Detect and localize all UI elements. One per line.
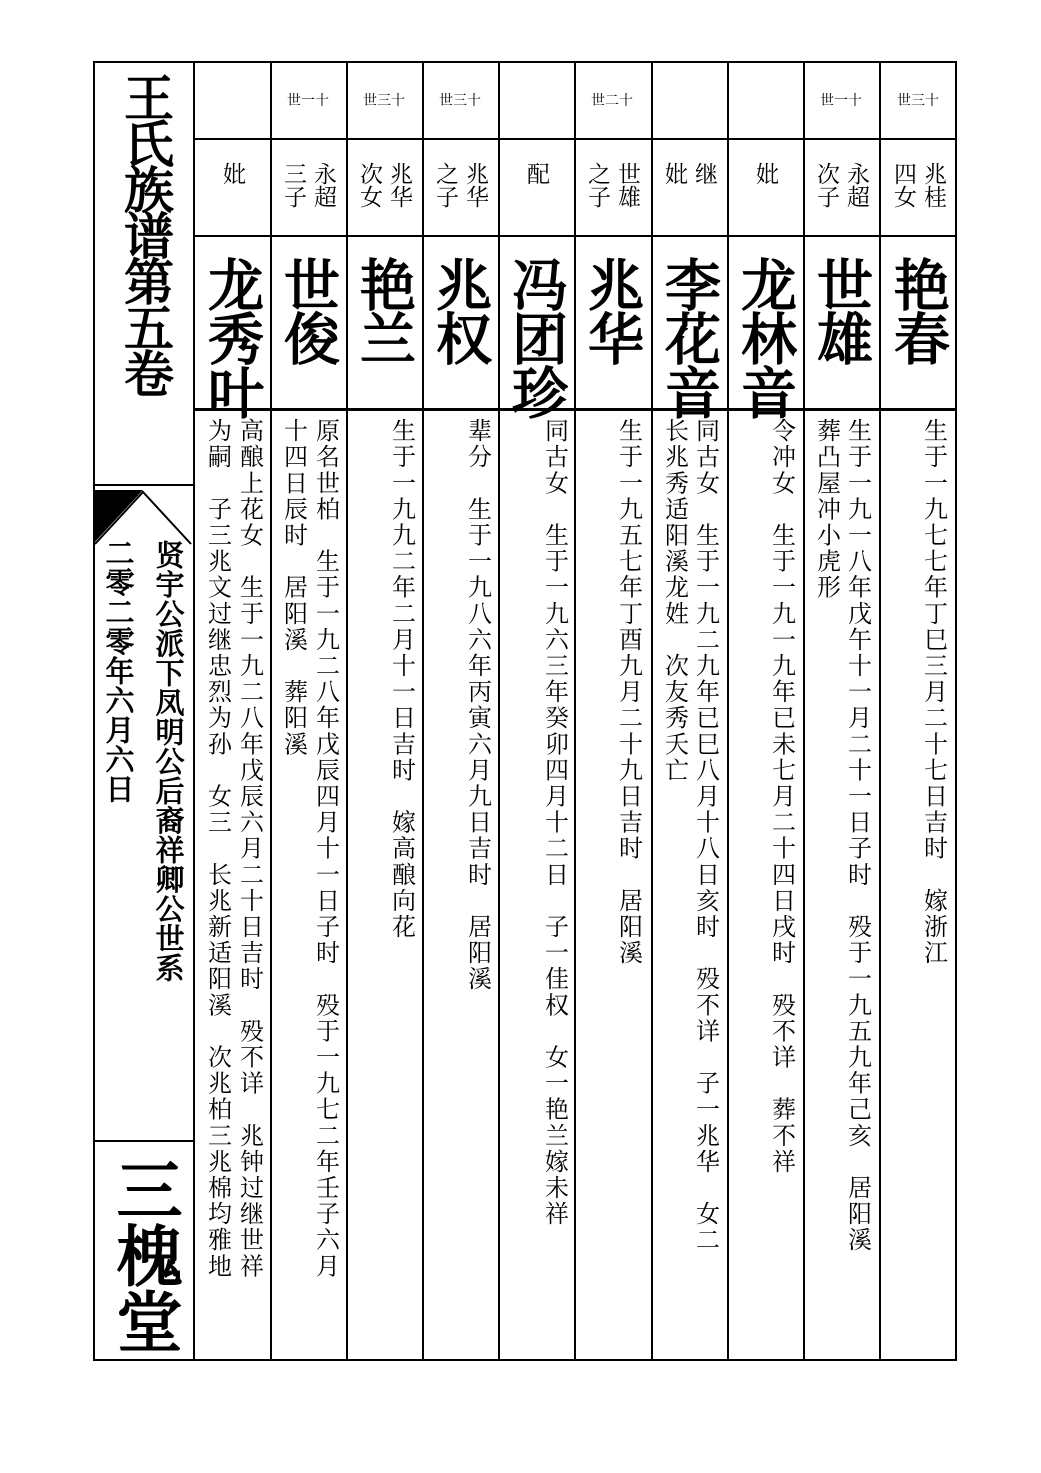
grid-column-line <box>727 61 729 1361</box>
book-title: 王氏族谱第五卷 <box>116 72 175 394</box>
person-name: 龙秀叶 <box>199 256 265 418</box>
person-detail: 十四日辰时 居阳溪 葬阳溪 <box>279 418 308 758</box>
grid-row-line <box>195 408 957 411</box>
person-detail: 高酿上花女 生于一九二八年戊辰六月二十日吉时 殁不详 兆钟过继世祥 <box>235 418 264 1280</box>
grid-column-line <box>651 61 653 1361</box>
relation-label: 永超 次子 <box>813 162 869 208</box>
relation-label: 世雄 之子 <box>584 162 640 208</box>
relation-label: 继 妣 <box>661 162 717 185</box>
person-detail: 长兆秀适阳溪龙姓 次友秀夭亡 <box>660 418 689 784</box>
person-name: 艳兰 <box>351 256 417 364</box>
person-name: 艳春 <box>885 256 951 364</box>
relation-label: 兆华 次女 <box>356 162 412 208</box>
hall-name: 三槐堂 <box>105 1156 183 1354</box>
grid-column-line <box>270 61 272 1361</box>
generation-label: 世二十 <box>591 93 633 109</box>
person-detail: 原名世柏 生于一九二八年戊辰四月十一日子时 殁于一九七二年壬子六月 <box>311 418 340 1280</box>
grid-column-line <box>879 61 881 1361</box>
person-name: 兆权 <box>427 256 493 364</box>
generation-label: 世三十 <box>897 93 939 109</box>
generation-label: 世三十 <box>363 93 405 109</box>
person-detail: 为嗣 子三兆文过继忠烈为孙 女三 长兆新适阳溪 次兆柏三兆棉均雅地 <box>203 418 232 1280</box>
person-detail: 生于一九一八年戊午十一月二十一日子时 殁于一九五九年己亥 居阳溪 <box>843 418 872 1254</box>
generation-label: 世一十 <box>820 93 862 109</box>
spine-divider <box>93 1140 193 1142</box>
relation-label: 兆桂 四女 <box>890 162 946 208</box>
person-detail: 令冲女 生于一九一九年已未七月二十四日戌时 殁不详 葬不祥 <box>767 418 796 1175</box>
person-detail: 同古女 生于一九六三年癸卯四月十二日 子一佳权 女一艳兰嫁未祥 <box>540 418 569 1228</box>
grid-column-line <box>803 61 805 1361</box>
grid-column-line <box>422 61 424 1361</box>
person-detail: 生于一九九二年二月十一日吉时 嫁高酿向花 <box>387 418 416 940</box>
grid-column-line <box>498 61 500 1361</box>
lineage-subtitle: 贤宇公派下凤明公后裔祥卿公世系 <box>151 540 186 983</box>
relation-label: 兆华 之子 <box>432 162 488 208</box>
relation-label: 妣 <box>219 162 245 185</box>
person-detail: 葬凸屋冲小虎形 <box>812 418 841 601</box>
person-name: 兆华 <box>579 256 645 364</box>
person-name: 冯团珍 <box>503 256 569 418</box>
generation-label: 世三十 <box>439 93 481 109</box>
relation-label: 配 <box>523 162 549 185</box>
grid-column-line <box>346 61 348 1361</box>
grid-column-line <box>574 61 576 1361</box>
person-name: 世雄 <box>808 256 874 364</box>
grid-row-line <box>195 235 957 237</box>
person-detail: 辈分 生于一九八六年丙寅六月九日吉时 居阳溪 <box>463 418 492 993</box>
person-name: 李花音 <box>656 256 722 418</box>
fishtail-ornament <box>93 486 193 546</box>
compile-date: 二零二零年六月六日 <box>101 538 136 804</box>
relation-label: 永超 三子 <box>280 162 336 208</box>
person-detail: 生于一九五七年丁酉九月二十九日吉时 居阳溪 <box>614 418 643 967</box>
person-name: 龙林音 <box>732 256 798 418</box>
person-detail: 生于一九七七年丁巳三月二十七日吉时 嫁浙江 <box>919 418 948 967</box>
person-detail: 同古女 生于一九二九年已巳八月十八日亥时 殁不详 子一兆华 女二 <box>691 418 720 1254</box>
generation-label: 世一十 <box>287 93 329 109</box>
grid-row-line <box>195 138 957 140</box>
relation-label: 妣 <box>752 162 778 185</box>
person-name: 世俊 <box>275 256 341 364</box>
